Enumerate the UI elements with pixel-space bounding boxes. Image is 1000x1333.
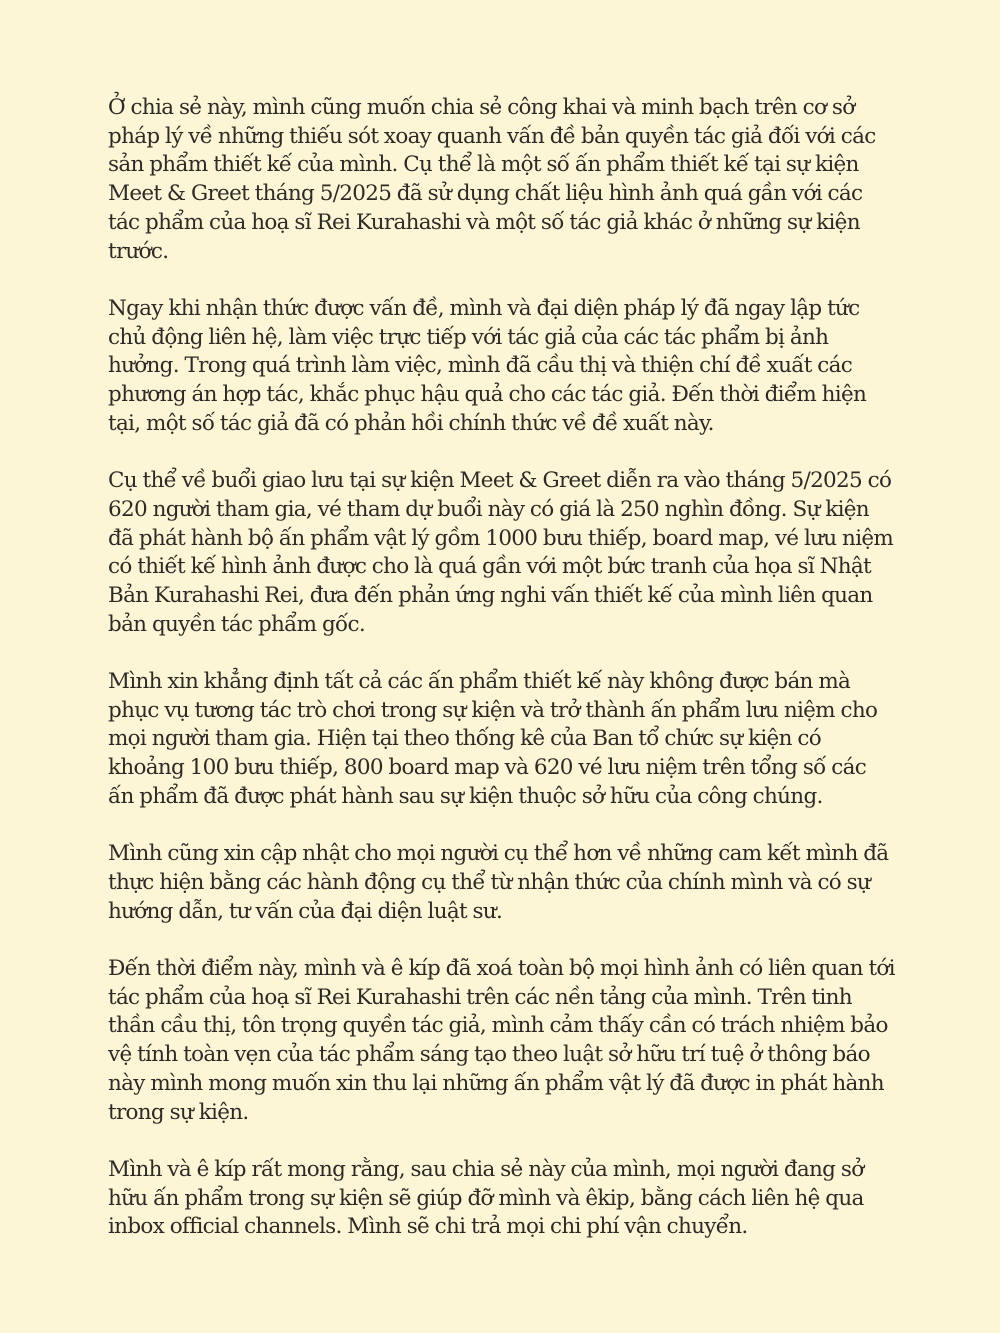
text-line: Ở chia sẻ này, mình cũng muốn chia sẻ công khai và minh bạch trên cơ sở <box>108 95 855 120</box>
text-line: hướng dẫn, tư vấn của đại diện luật sư. <box>108 898 503 924</box>
text-line: tại, một số tác giả đã có phản hồi chính thức về đề xuất này. <box>108 410 714 436</box>
text-line: mọi người tham gia. Hiện tại theo thống kê của Ban tổ chức sự kiện có <box>108 726 821 752</box>
text-line: trước. <box>108 238 169 264</box>
text-line: có thiết kế hình ảnh được cho là quá gần với một bức tranh của họa sĩ Nhật <box>108 554 871 580</box>
text-line: tác phẩm của hoạ sĩ Rei Kurahashi và một số tác giả khác ở những sự kiện <box>108 209 860 235</box>
text-line: Đến thời điểm này, mình và ê kíp đã xoá toàn bộ mọi hình ảnh có liên quan tới <box>108 956 895 982</box>
text-line: phương án hợp tác, khắc phục hậu quả cho các tác giả. Đến thời điểm hiện <box>108 382 867 408</box>
paragraph-legal-contact <box>108 295 898 439</box>
paragraph-event-details <box>108 467 898 639</box>
text-line: phục vụ tương tác trò chơi trong sự kiện và trở thành ấn phẩm lưu niệm cho <box>108 697 878 723</box>
text-line: pháp lý về những thiếu sót xoay quanh vấn đề bản quyền tác giả đối với các <box>108 123 876 149</box>
paragraph-not-for-sale <box>108 668 898 812</box>
text-line: chủ động liên hệ, làm việc trực tiếp với tác giả của các tác phẩm bị ảnh <box>108 324 829 350</box>
text-line: vệ tính toàn vẹn của tác phẩm sáng tạo theo luật sở hữu trí tuệ ở thông báo <box>108 1042 870 1068</box>
text-line: hưởng. Trong quá trình làm việc, mình đã cầu thị và thiện chí đề xuất các <box>108 353 853 379</box>
text-line: bản quyền tác phẩm gốc. <box>108 611 365 637</box>
text-line: hữu ấn phẩm trong sự kiện sẽ giúp đỡ mình và êkip, bằng cách liên hệ qua <box>108 1185 864 1211</box>
statement-body <box>108 94 898 1242</box>
text-line: inbox official channels. Mình sẽ chi trả mọi chi phí vận chuyển. <box>108 1214 748 1240</box>
paragraph-copyright-intro <box>108 94 898 266</box>
text-line: thần cầu thị, tôn trọng quyền tác giả, mình cảm thấy cần có trách nhiệm bảo <box>108 1013 888 1039</box>
text-line: đã phát hành bộ ấn phẩm vật lý gồm 1000 bưu thiếp, board map, vé lưu niệm <box>108 525 894 551</box>
text-line: ấn phẩm đã được phát hành sau sự kiện thuộc sở hữu của công chúng. <box>108 783 823 809</box>
text-line: khoảng 100 bưu thiếp, 800 board map và 620 vé lưu niệm trên tổng số các <box>108 755 867 781</box>
text-line: thực hiện bằng các hành động cụ thể từ nhận thức của chính mình và có sự <box>108 869 871 895</box>
text-line: Ngay khi nhận thức được vấn đề, mình và đại diện pháp lý đã ngay lập tức <box>108 295 860 321</box>
text-line: 620 người tham gia, vé tham dự buổi này có giá là 250 nghìn đồng. Sự kiện <box>108 496 869 522</box>
text-line: trong sự kiện. <box>108 1099 249 1125</box>
text-line: Meet & Greet tháng 5/2025 đã sử dụng chất liệu hình ảnh quá gần với các <box>108 181 863 207</box>
text-line: Mình cũng xin cập nhật cho mọi người cụ thể hơn về những cam kết mình đã <box>108 841 889 867</box>
text-line: Mình xin khẳng định tất cả các ấn phẩm thiết kế này không được bán mà <box>108 669 851 695</box>
text-line: này mình mong muốn xin thu lại những ấn phẩm vật lý đã được in phát hành <box>108 1070 884 1096</box>
paragraph-removal-recall <box>108 955 898 1127</box>
text-line: Cụ thể về buổi giao lưu tại sự kiện Meet & Greet diễn ra vào tháng 5/2025 có <box>108 468 892 494</box>
text-line: Bản Kurahashi Rei, đưa đến phản ứng nghi vấn thiết kế của mình liên quan <box>108 582 873 608</box>
paragraph-commitment-update <box>108 840 898 926</box>
paragraph-closing-request <box>108 1156 898 1242</box>
text-line: tác phẩm của hoạ sĩ Rei Kurahashi trên các nền tảng của mình. Trên tinh <box>108 984 852 1010</box>
text-line: Mình và ê kíp rất mong rằng, sau chia sẻ này của mình, mọi người đang sở <box>108 1156 864 1182</box>
text-line: sản phẩm thiết kế của mình. Cụ thể là một số ấn phẩm thiết kế tại sự kiện <box>108 152 859 178</box>
